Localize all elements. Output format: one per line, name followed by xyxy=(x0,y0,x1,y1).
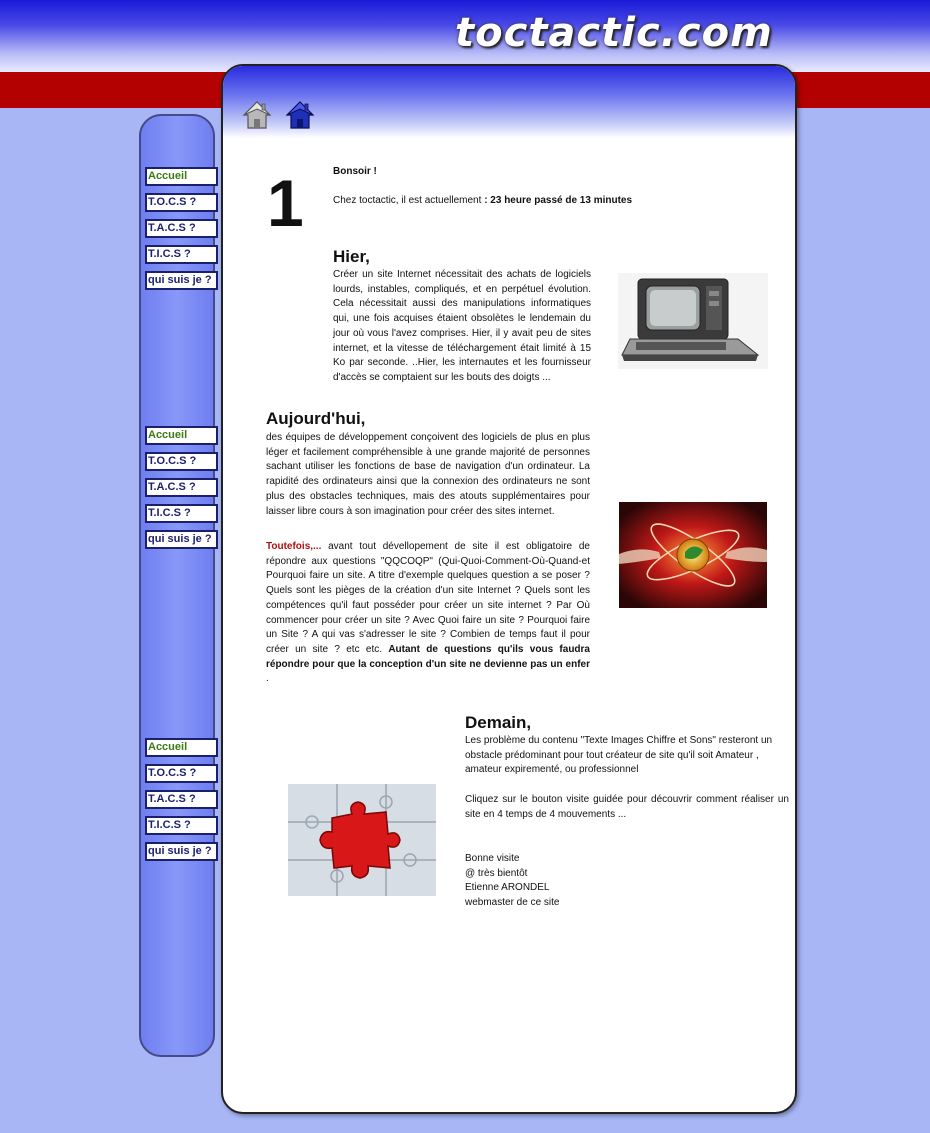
time-prefix: Chez toctactic, il est actuellement xyxy=(333,195,485,206)
nav-item-tacs[interactable]: T.A.C.S ? xyxy=(145,790,218,809)
home-blue-icon[interactable] xyxy=(285,100,315,130)
greeting: Bonsoir ! xyxy=(333,166,377,177)
demain-title: Demain, xyxy=(465,713,532,732)
site-title: toctactic.com xyxy=(455,10,773,56)
nav-item-qui-suis-je[interactable]: qui suis je ? xyxy=(145,530,218,549)
nav-item-tocs[interactable]: T.O.C.S ? xyxy=(145,764,218,783)
aujourdhui-text: des équipes de développement conçoivent des logiciels de plus en plus léger et facilement compréhensible à une grande majorité de personnes sachant utiliser les fonctions de base de navigation d'un ordinateur. La rapidité des ordinateurs ainsi que la connexion des ordinateurs ne sont plus des obstacles techniques, mais des atouts supplémentaires pour laisser libre cours à son imagination pour créer des sites internet. xyxy=(266,432,590,517)
toutefois-bold: Autant de questions qu'ils vous faudra répondre pour que la conception d'un site ne devienne pas un enfer xyxy=(266,643,590,670)
toutefois-text xyxy=(266,540,590,687)
sign-line: webmaster de ce site xyxy=(465,896,560,908)
nav-item-qui-suis-je[interactable]: qui suis je ? xyxy=(145,271,218,290)
demain-text-1: Les problème du contenu "Texte Images Chiffre et Sons" resteront un obstacle prédominant pour tout créateur de site qu'il soit Amateur , amateur expirementé, ou professionnel xyxy=(465,735,773,776)
nav-item-tacs[interactable]: T.A.C.S ? xyxy=(145,478,218,497)
nav-item-tics[interactable]: T.I.C.S ? xyxy=(145,245,218,264)
nav-item-accueil[interactable]: Accueil xyxy=(145,167,218,186)
nav-item-qui-suis-je[interactable]: qui suis je ? xyxy=(145,842,218,861)
sign-line: @ très bientôt xyxy=(465,867,528,879)
nav-group-2 xyxy=(145,426,219,556)
toutefois-end: . xyxy=(266,673,269,685)
signature-block xyxy=(465,852,560,910)
atom-hands-image xyxy=(619,502,767,608)
toutefois-body: avant tout dévellopement de site il est obligatoire de répondre aux questions "QQCOQP" (Qui-Quoi-Comment-Où-Quand-et Pourquoi faire un site. A titre d'exemple quelques question a se poser ? Quels sont les pièges de la création d'un site Internet ? Quels sont les compétences qu'il faut posséder pour créer un site internet ? Par Où commencer pour créer un site ? Avec Quoi faire un site ? Pourquoi faire un Site ? A qui vas s'adresser le site ? Combien de temps faut il pour créer un site ? etc etc. xyxy=(266,541,590,655)
puzzle-image xyxy=(288,784,436,896)
main-content-panel xyxy=(221,64,797,1114)
nav-item-tics[interactable]: T.I.C.S ? xyxy=(145,816,218,835)
big-number: 1 xyxy=(267,166,304,240)
nav-item-accueil[interactable]: Accueil xyxy=(145,738,218,757)
nav-item-tocs[interactable]: T.O.C.S ? xyxy=(145,452,218,471)
nav-item-tics[interactable]: T.I.C.S ? xyxy=(145,504,218,523)
nav-group-1 xyxy=(145,167,219,297)
retro-computer-image xyxy=(618,273,768,369)
nav-group-3 xyxy=(145,738,219,868)
hier-title: Hier, xyxy=(333,247,370,266)
time-line xyxy=(333,195,632,206)
nav-item-tacs[interactable]: T.A.C.S ? xyxy=(145,219,218,238)
time-value: : 23 heure passé de 13 minutes xyxy=(484,195,633,206)
toutefois-label: Toutefois,... xyxy=(266,541,322,552)
nav-item-accueil[interactable]: Accueil xyxy=(145,426,218,445)
sign-line: Etienne ARONDEL xyxy=(465,882,550,893)
nav-item-tocs[interactable]: T.O.C.S ? xyxy=(145,193,218,212)
demain-text-2: Cliquez sur le bouton visite guidée pour découvrir comment réaliser un site en 4 temps de 4 mouvements ... xyxy=(465,794,789,820)
home-gray-icon[interactable] xyxy=(242,100,272,130)
aujourdhui-title: Aujourd'hui, xyxy=(266,409,366,428)
hier-text: Créer un site Internet nécessitait des achats de logiciels lourds, instables, compliqués, et en perpétuel évolution. Cela nécessitait aussi des manipulations informatiques qui, une fois acquises étaient obsolètes le lendemain du jour où vous l'avez comprises. Hier, il y avait peu de sites internet, et la vitesse de téléchargement était limité à 15 Ko par seconde. ..Hier, les internautes et les fournisseur d'accès se comptaient sur les bouts des doigts ... xyxy=(333,269,591,383)
sign-line: Bonne visite xyxy=(465,853,520,864)
